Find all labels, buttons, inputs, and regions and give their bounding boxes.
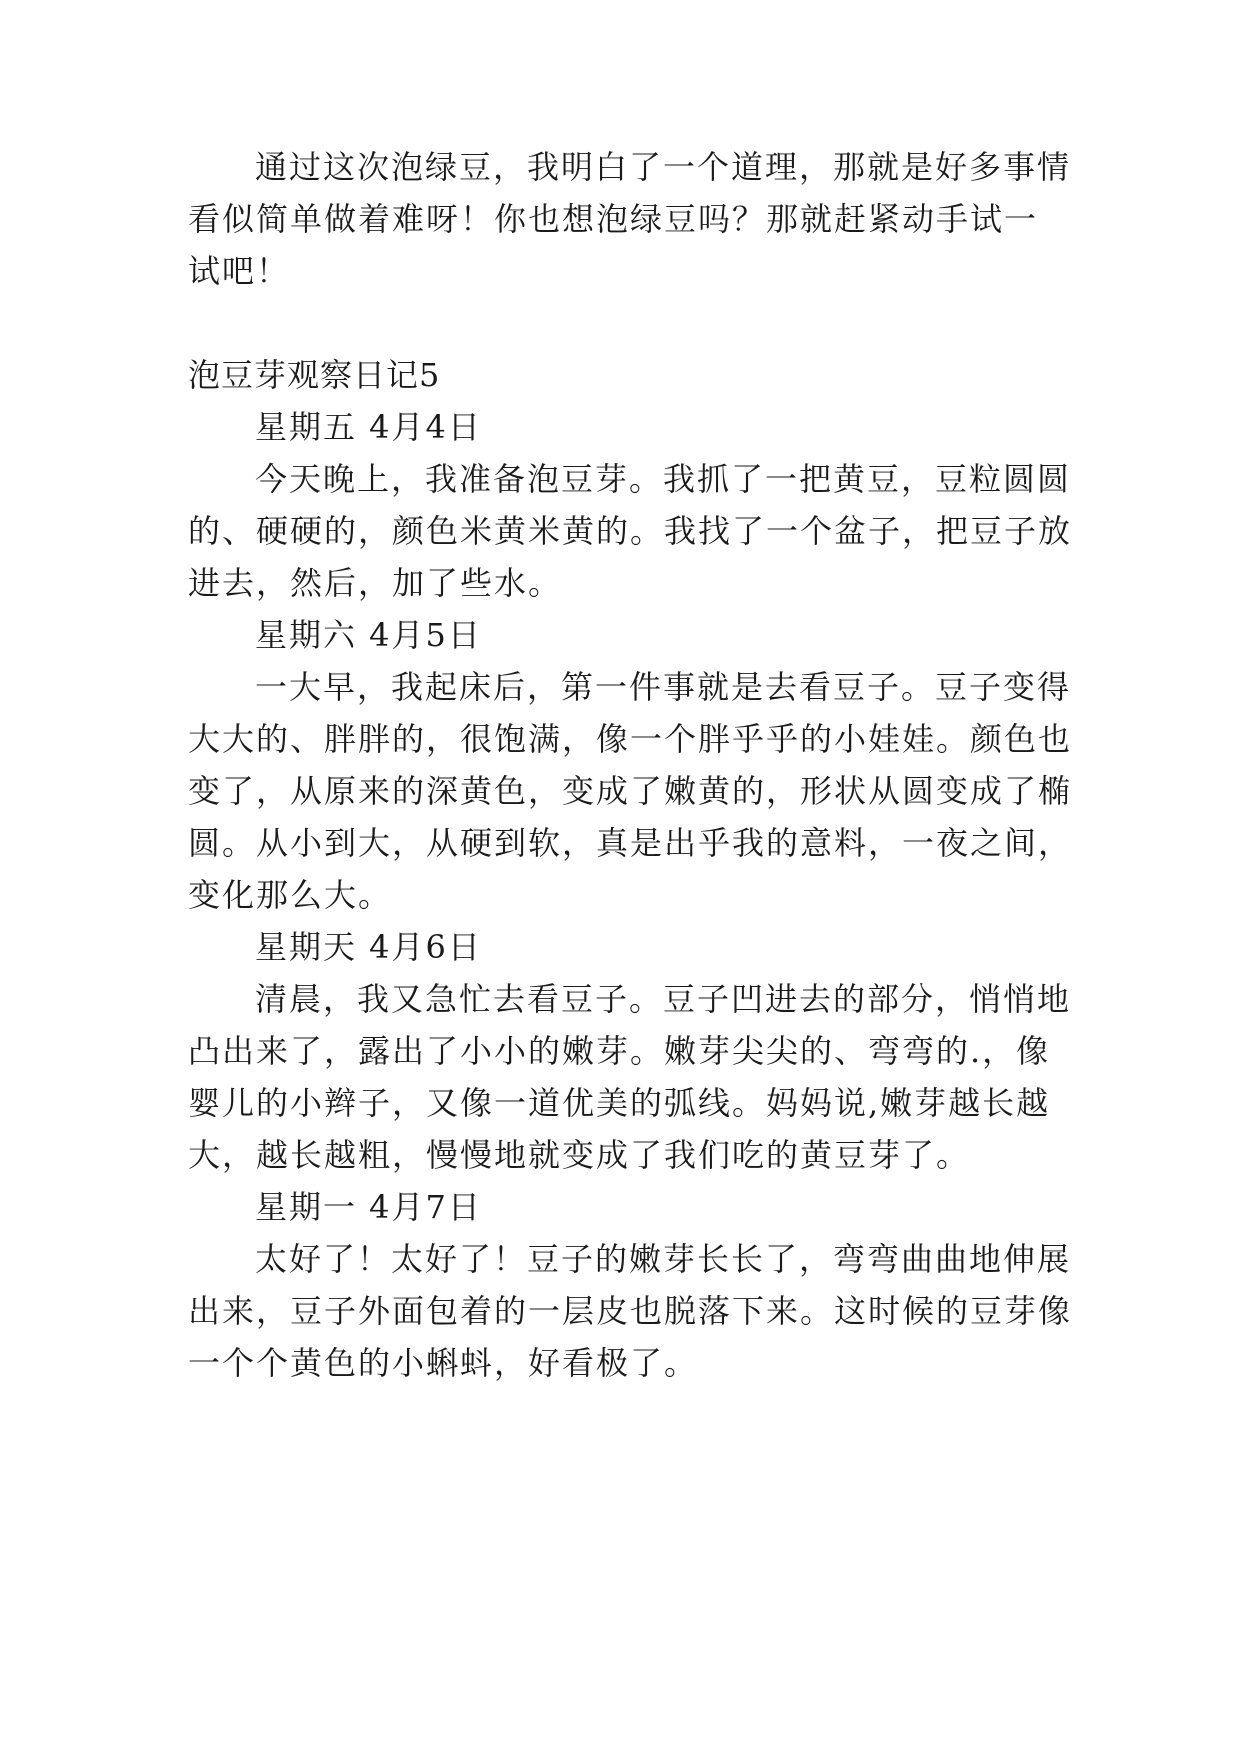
entry-4-date: 星期一 4月7日	[255, 1188, 482, 1226]
entry-4-line-3: 一个个黄色的小蝌蚪，好看极了。	[188, 1344, 699, 1382]
entry-3-date: 星期天 4月6日	[255, 928, 482, 966]
diary-title: 泡豆芽观察日记5	[188, 356, 441, 394]
entry-2-line-4: 圆。从小到大，从硬到软，真是出乎我的意料，一夜之间，	[188, 824, 1073, 862]
intro-line-3: 试吧！	[188, 252, 291, 290]
entry-3-line-4: 大，越长越粗，慢慢地就变成了我们吃的黄豆芽了。	[188, 1136, 971, 1174]
entry-3-line-2: 凸出来了，露出了小小的嫩芽。嫩芽尖尖的、弯弯的.，像	[188, 1032, 1051, 1070]
entry-3-line-1: 清晨，我又急忙去看豆子。豆子凹进去的部分，悄悄地	[255, 980, 1072, 1018]
entry-1-line-3: 进去，然后，加了些水。	[188, 564, 563, 602]
entry-4-line-2: 出来，豆子外面包着的一层皮也脱落下来。这时候的豆芽像	[188, 1292, 1073, 1330]
entry-4-line-1: 太好了！太好了！豆子的嫩芽长长了，弯弯曲曲地伸展	[255, 1240, 1072, 1278]
entry-2-line-1: 一大早，我起床后，第一件事就是去看豆子。豆子变得	[255, 668, 1072, 706]
entry-2-line-2: 大大的、胖胖的，很饱满，像一个胖乎乎的小娃娃。颜色也	[188, 720, 1073, 758]
entry-1-date: 星期五 4月4日	[255, 408, 482, 446]
entry-2-line-3: 变了，从原来的深黄色，变成了嫩黄的，形状从圆变成了椭	[188, 772, 1073, 810]
intro-line-1: 通过这次泡绿豆，我明白了一个道理，那就是好多事情	[255, 148, 1072, 186]
intro-line-2: 看似简单做着难呀！你也想泡绿豆吗？那就赶紧动手试一	[188, 200, 1039, 238]
entry-1-line-2: 的、硬硬的，颜色米黄米黄的。我找了一个盆子，把豆子放	[188, 512, 1073, 550]
entry-1-line-1: 今天晚上，我准备泡豆芽。我抓了一把黄豆，豆粒圆圆	[255, 460, 1072, 498]
entry-3-line-3: 婴儿的小辫子，又像一道优美的弧线。妈妈说,嫩芽越长越	[188, 1084, 1051, 1122]
entry-2-line-5: 变化那么大。	[188, 876, 393, 914]
entry-2-date: 星期六 4月5日	[255, 616, 482, 654]
